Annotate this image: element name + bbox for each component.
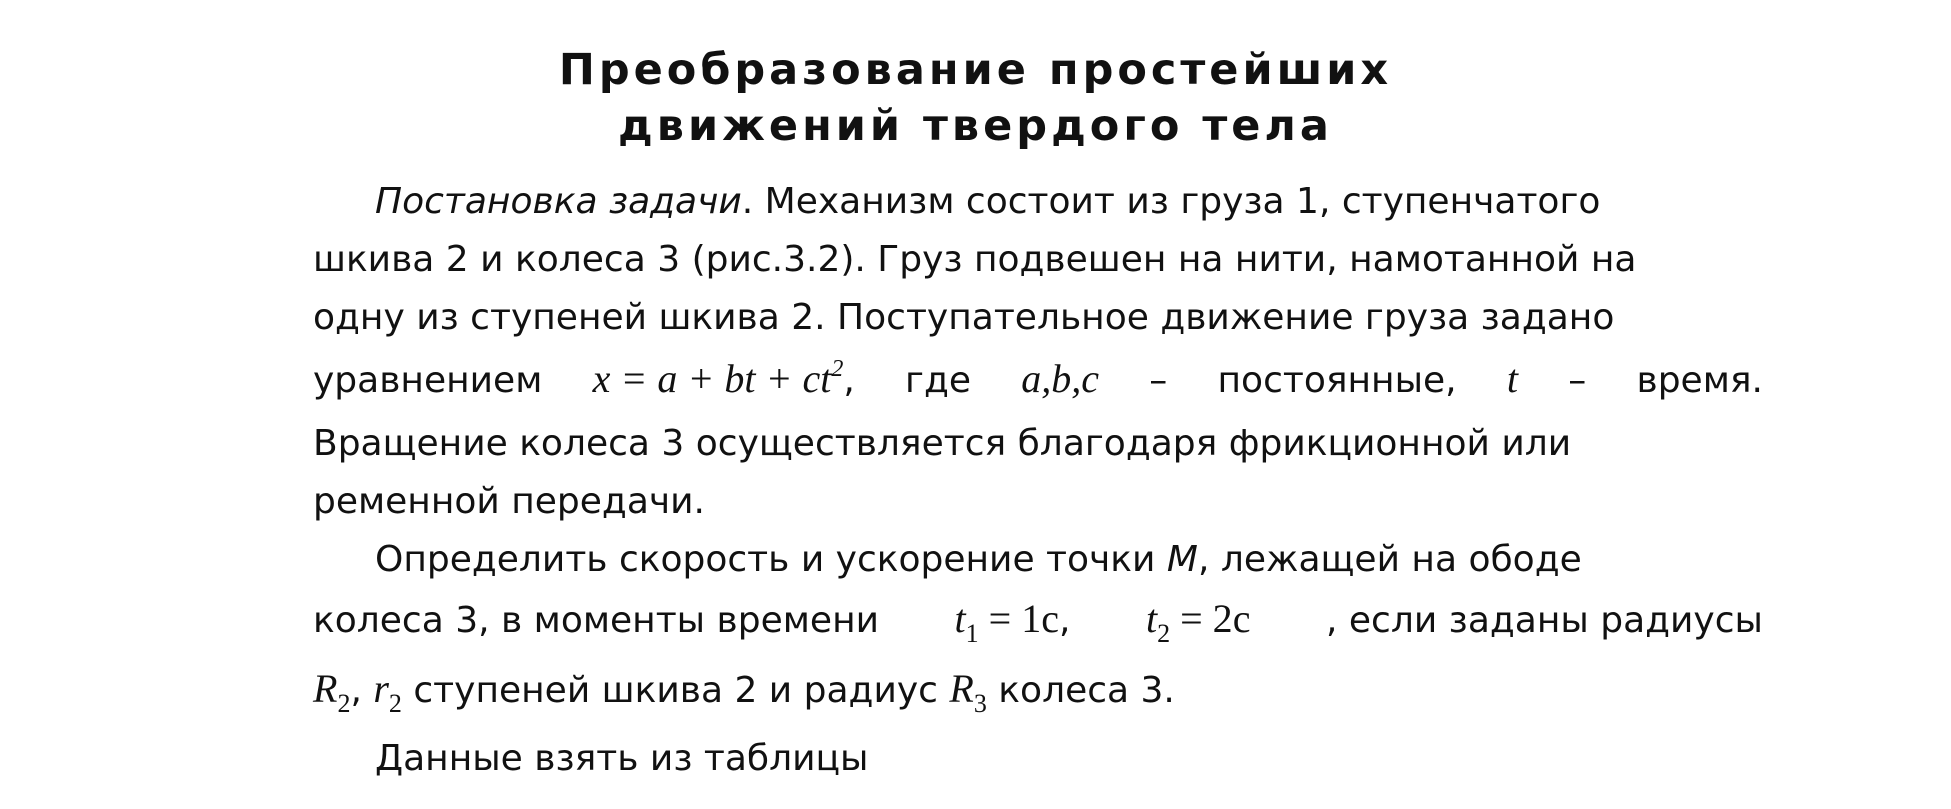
motion-equation: x = a + bt + $ct^2$ (592, 356, 844, 401)
line-text: , лежащей на ободе (1197, 539, 1582, 580)
line-text: колеса 3, в моменты времени (313, 600, 879, 641)
line-text: . Механизм состоит из груза 1, ступенчатого (741, 181, 1601, 222)
heading-line-1: Преобразование простейших (558, 45, 1393, 95)
line-text: время. (1636, 360, 1763, 401)
time-variable: t (1506, 356, 1518, 401)
line-text: шкива 2 и колеса 3 (рис.3.2). Груз подвешен на нити, намотанной на (313, 239, 1637, 280)
heading-line-2: движений твердого тела (618, 101, 1333, 151)
line-text: постоянные, (1217, 360, 1457, 401)
line-text: , если заданы радиусы (1326, 600, 1763, 641)
time-t1: $t_1 = 1с$ (954, 596, 1059, 648)
paragraph-1-line-5 (313, 415, 1763, 473)
point-M: M (1166, 539, 1198, 580)
paragraph-2-line-3: $R_2$, $r_2$ ступеней шкива 2 и радиус $R_3$ колеса 3. (313, 666, 1175, 718)
paragraph-3 (313, 730, 1763, 788)
line-text: ременной передачи. (313, 481, 705, 522)
paragraph-1-line-3 (313, 289, 1763, 347)
line-text: Вращение колеса 3 осуществляется благодаря фрикционной или (313, 423, 1572, 464)
problem-statement-label: Постановка задачи (375, 181, 742, 222)
dash: – (1568, 360, 1587, 401)
line-text: уравнением (313, 360, 543, 401)
paragraph-1-line-1 (313, 173, 1763, 231)
constants-abc: a,b,c (1021, 356, 1099, 401)
radius-R2: $R_2$ (313, 666, 351, 718)
line-text: ступеней шкива 2 и радиус (413, 670, 938, 711)
line-text: одну из ступеней шкива 2. Поступательное движение груза задано (313, 297, 1615, 338)
paragraph-1-line-4: уравнением x = a + bt + $ct^2$, где a,b,c – постоянные, t – время. (313, 350, 1763, 408)
paragraph-1-line-6 (313, 473, 1763, 531)
paragraph-2-line-2: колеса 3, в моменты времени $t_1 = 1с$, $t_2 = 2с$ , если заданы радиусы (313, 590, 1763, 648)
line-text: Данные взять из таблицы (375, 738, 869, 779)
dash: – (1149, 360, 1168, 401)
radius-r2: $r_2$ (373, 666, 402, 718)
line-text: Определить скорость и ускорение точки (375, 539, 1167, 580)
line-text: колеса 3. (998, 670, 1175, 711)
paragraph-1-line-2 (313, 231, 1763, 289)
radius-R3: $R_3$ (949, 666, 987, 718)
time-t2: $t_2 = 2с$ (1146, 596, 1251, 648)
line-text: где (905, 360, 971, 401)
paragraph-2-line-1 (313, 531, 1763, 589)
